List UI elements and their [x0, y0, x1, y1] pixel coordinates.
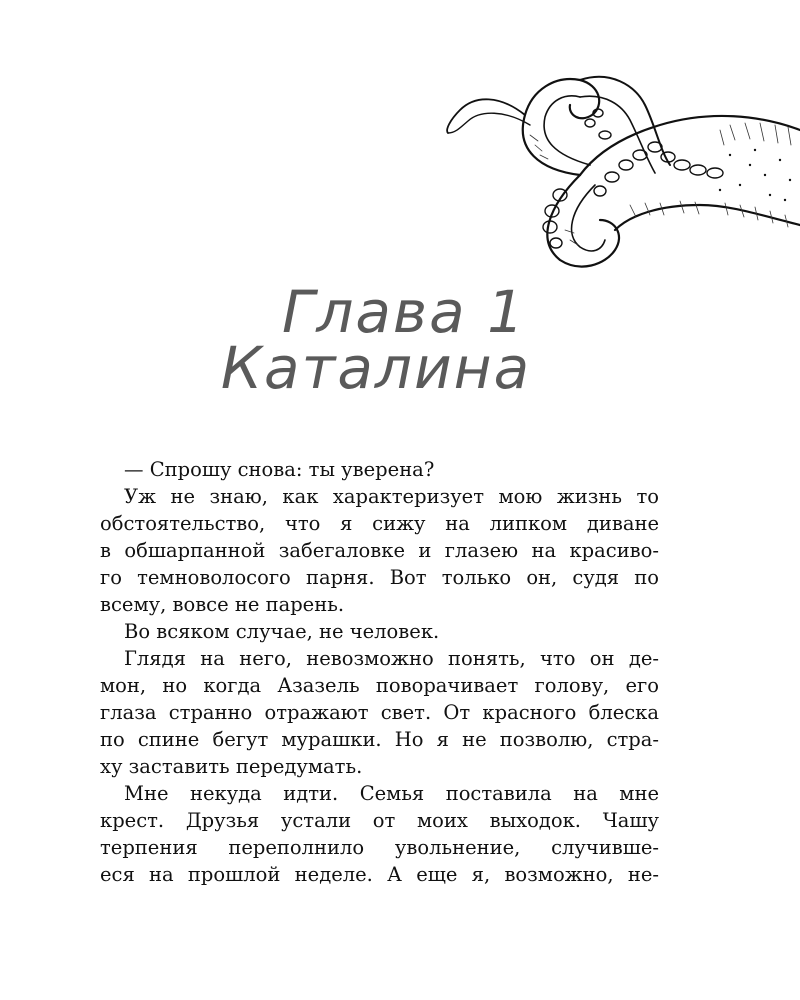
text-line: крест. Друзья устали от моих выходок. Чашу [100, 809, 659, 832]
chapter-title: Каталина [220, 334, 532, 402]
text-line: терпения переполнило увольнение, случивше- [100, 836, 659, 859]
tentacle-illustration-icon [430, 55, 800, 270]
text-line: глаза странно отражают свет. От красного блеска [100, 701, 659, 724]
text-line: мон, но когда Азазель поворачивает голову, его [100, 674, 659, 697]
text-line: — Спрошу снова: ты уверена? [124, 458, 435, 481]
text-line: обстоятельство, что я сижу на липком диване [100, 512, 659, 535]
text-line: ху заставить передумать. [100, 755, 363, 778]
text-line: Во всяком случае, не человек. [124, 620, 440, 643]
text-line: всему, вовсе не парень. [100, 593, 345, 616]
text-line: по спине бегут мурашки. Но я не позволю, стра- [100, 728, 659, 751]
text-line: го темноволосого парня. Вот только он, судя по [100, 566, 659, 589]
chapter-number: Глава 1 [282, 278, 526, 346]
text-line: Глядя на него, невозможно понять, что он де- [124, 647, 659, 670]
chapter-body-text [100, 456, 659, 888]
text-line: в обшарпанной забегаловке и глазею на красиво- [100, 539, 659, 562]
text-line: еся на прошлой неделе. А еще я, возможно, не- [100, 863, 659, 886]
text-line: Уж не знаю, как характеризует мою жизнь то [124, 485, 659, 508]
text-line: Мне некуда идти. Семья поставила на мне [124, 782, 659, 805]
